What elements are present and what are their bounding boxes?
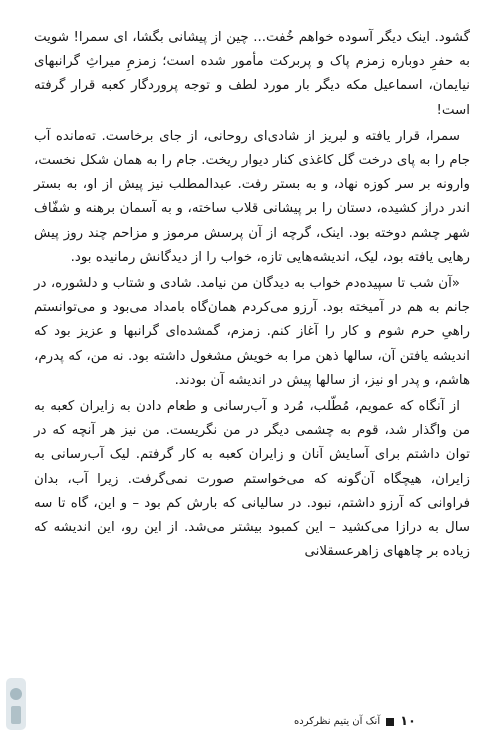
- square-icon: [386, 718, 394, 726]
- paragraph-1: گشود. اینک دیگر آسوده خواهم خُفت... چین از پیشانی بگشا، ای سمرا! شویت به حفرِ دوباره زمزم پاک و پربرکت مأمور شده است؛ زمزمِ میراثِ گرانبهای نیایمان، اسماعیل مکه دیگر بار مورد لطف و توجه پروردگار کعبه قرار گرفته است!: [34, 30, 470, 118]
- paragraph-4: از آنگاه که عمویم، مُطّلب، مُرد و آب‌رسانی و طعام دادن به زایران کعبه به من واگذار شد، قوم به چشمی دیگر در من نگریست. من نیز هر آنچه که در توان داشتم برای آسایش آنان و زایران کعبه به کار گرفتم. لیک آب‌رسانی به زایران، هیچگاه آن‌گونه که می‌خواستم صورت نمی‌گرفت. زیرا آب، بدان فراوانی که آرزو داشتم، نبود. در سالیانی که بارش کم بود – و این، گاه تا سه سال به درازا می‌کشید – این کمبود بیشتر می‌شد. از این رو، این اندیشه که زیاده بر چاههای زاهرعسقلانی: [34, 399, 470, 560]
- book-page-body: [34, 26, 470, 564]
- watermark-logo: [2, 676, 30, 732]
- page-number: ۱۰: [400, 714, 416, 729]
- page-footer: [246, 714, 416, 729]
- running-title: آنک آن یتیم نظرکرده: [294, 716, 381, 727]
- paragraph-2: سمرا، قرار یافته و لبریز از شادی‌ای روحانی، از جای برخاست. ته‌مانده آب جام را به پای درخت گل کاغذی کنار دیوار ریخت. جام را به همان شکل نخست، وارونه بر سر کوزه نهاد، و به بستر رفت. عبدالمطلب نیز پیش از او، به بستر اندر دراز کشیده، دستان را بر پیشانی قلاب ساخته، و به آسمان برهنه و شفّاف شهر چشم دوخته بود. اینک، گرچه از آن پرسش مرموز و مزاحم چند روز پیش رهایی یافته بود، لیک، اندیشه‌هایی تازه، خواب را از دیدگانش رمانیده بود.: [34, 128, 470, 265]
- paragraph-3: «آن شب تا سپیده‌دم خواب به دیدگان من نیامد. شادی و شتاب و دلشوره، در جانم به هم در آمیخته بود. آرزو می‌کردم همان‌گاه بامداد می‌بود و می‌توانستم راهیِ حرم شوم و کار را آغاز کنم. زمزم، گمشده‌ای گرانبها و عزیز بود که اندیشه یافتن آن، سالها ذهن مرا به خویش مشغول داشته بود. نه من، که پدرم، هاشم، و پدر او نیز، از سالها پیش در اندیشه آن بودند.: [34, 276, 470, 388]
